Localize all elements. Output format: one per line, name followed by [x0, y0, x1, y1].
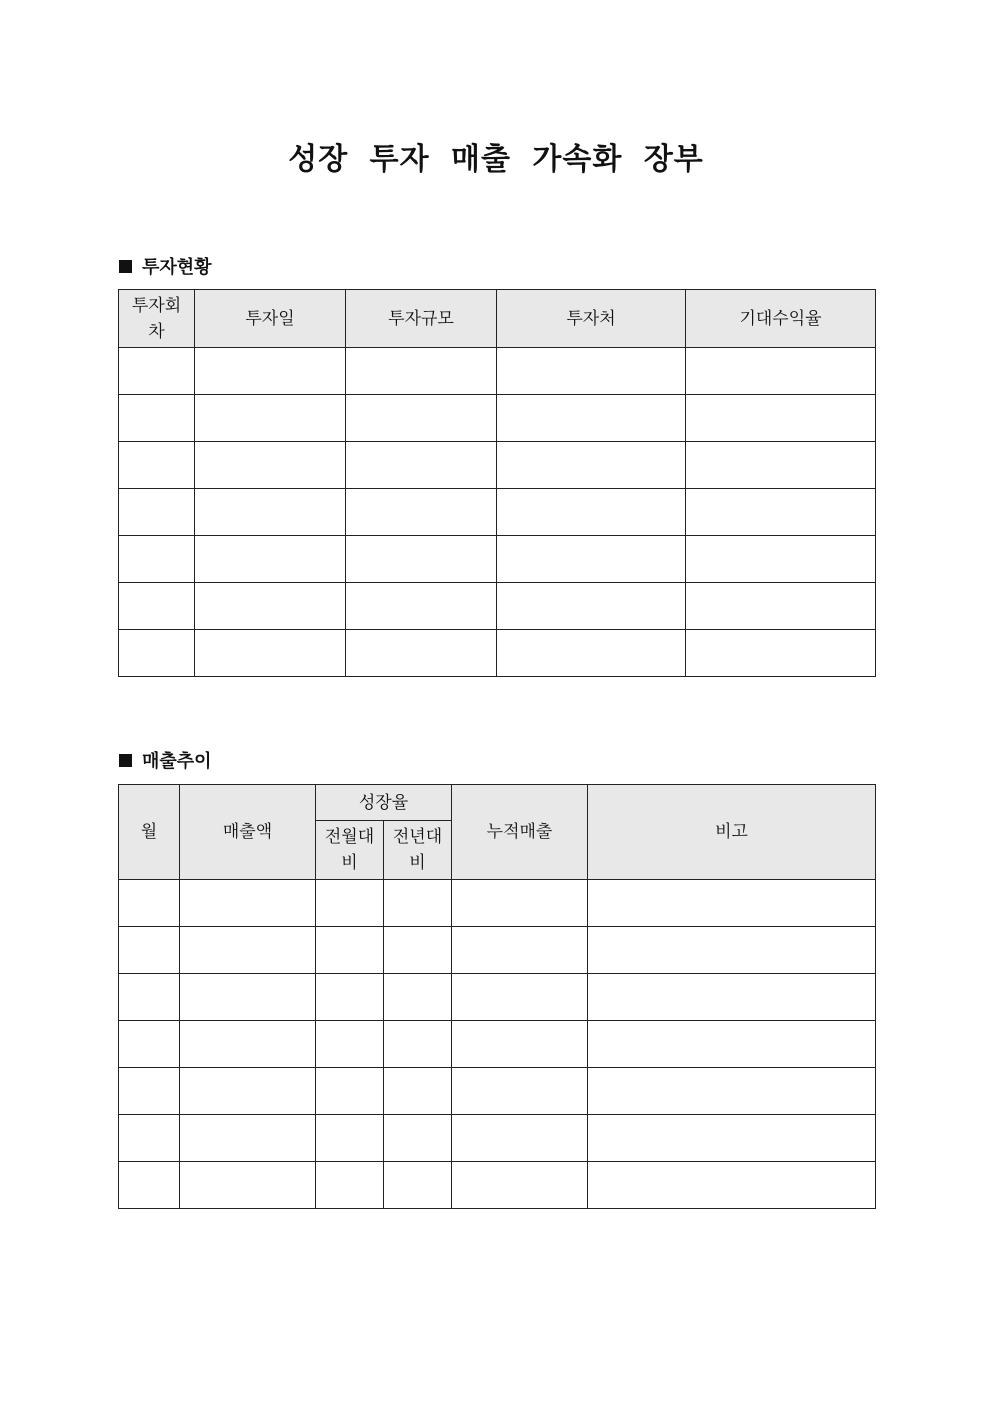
investment-heading-label: 투자현황	[142, 257, 212, 278]
investment-table-cell[interactable]	[195, 536, 346, 583]
investment-table-cell[interactable]	[119, 536, 195, 583]
investment-table-cell[interactable]	[686, 442, 876, 489]
sales-table-cell[interactable]	[588, 1068, 876, 1115]
sales-table-cell[interactable]	[452, 1021, 588, 1068]
sales-table-cell[interactable]	[588, 927, 876, 974]
investment-table-cell[interactable]	[346, 395, 497, 442]
sales-table-cell[interactable]	[452, 927, 588, 974]
investment-table-cell[interactable]	[119, 348, 195, 395]
sales-table-cell[interactable]	[180, 1162, 316, 1209]
investment-table-cell[interactable]	[119, 442, 195, 489]
sales-table-cell[interactable]	[588, 1115, 876, 1162]
investment-table-cell[interactable]	[195, 348, 346, 395]
header-cumulative-revenue: 누적매출	[452, 785, 588, 880]
sales-table-cell[interactable]	[316, 1021, 384, 1068]
investment-table-cell[interactable]	[346, 536, 497, 583]
sales-table-row	[119, 927, 876, 974]
investment-section-heading	[119, 253, 212, 279]
investment-table-cell[interactable]	[346, 489, 497, 536]
sales-table-cell[interactable]	[316, 927, 384, 974]
page-title: 성장 투자 매출 가속화 장부	[288, 142, 704, 177]
investment-table-cell[interactable]	[686, 489, 876, 536]
sales-table-row	[119, 1068, 876, 1115]
investment-table-cell[interactable]	[195, 442, 346, 489]
sales-table-cell[interactable]	[588, 1021, 876, 1068]
sales-table-cell[interactable]	[119, 1115, 180, 1162]
sales-table-cell[interactable]	[384, 1115, 452, 1162]
sales-table-cell[interactable]	[384, 880, 452, 927]
investment-table-cell[interactable]	[686, 630, 876, 677]
investment-table-cell[interactable]	[686, 536, 876, 583]
investment-table-cell[interactable]	[195, 489, 346, 536]
investment-table-cell[interactable]	[686, 348, 876, 395]
investment-table-cell[interactable]	[497, 583, 686, 630]
sales-table-cell[interactable]	[316, 1115, 384, 1162]
sales-table-cell[interactable]	[384, 1068, 452, 1115]
sales-table-cell[interactable]	[316, 1068, 384, 1115]
investment-table	[118, 289, 876, 677]
investment-table-cell[interactable]	[119, 583, 195, 630]
sales-table-cell[interactable]	[588, 880, 876, 927]
sales-table-cell[interactable]	[180, 880, 316, 927]
sales-table-cell[interactable]	[384, 974, 452, 1021]
header-investment-round: 투자회차	[119, 290, 195, 348]
sales-table-cell[interactable]	[452, 974, 588, 1021]
investment-table-cell[interactable]	[119, 630, 195, 677]
sales-table-cell[interactable]	[180, 1115, 316, 1162]
investment-table-cell[interactable]	[195, 583, 346, 630]
investment-table-cell[interactable]	[119, 395, 195, 442]
sales-table-cell[interactable]	[452, 1068, 588, 1115]
sales-table-cell[interactable]	[452, 1115, 588, 1162]
investment-table-cell[interactable]	[195, 630, 346, 677]
sales-table-cell[interactable]	[119, 1162, 180, 1209]
sales-table-cell[interactable]	[316, 880, 384, 927]
black-square-icon	[119, 260, 132, 273]
header-growth-rate: 성장율	[316, 785, 452, 821]
investment-table-row	[119, 442, 876, 489]
investment-table-cell[interactable]	[346, 583, 497, 630]
investment-table-cell[interactable]	[346, 442, 497, 489]
sales-table-row	[119, 1021, 876, 1068]
sales-table-row	[119, 1162, 876, 1209]
investment-table-row	[119, 489, 876, 536]
investment-table-row	[119, 348, 876, 395]
sales-table-cell[interactable]	[119, 927, 180, 974]
investment-table-cell[interactable]	[686, 395, 876, 442]
header-investment-size: 투자규모	[346, 290, 497, 348]
header-investment-date: 투자일	[195, 290, 346, 348]
sales-table-row	[119, 974, 876, 1021]
header-investee: 투자처	[497, 290, 686, 348]
investment-table-cell[interactable]	[497, 630, 686, 677]
sales-heading-label: 매출추이	[142, 751, 212, 772]
sales-table-cell[interactable]	[588, 1162, 876, 1209]
header-year-over-year: 전년대비	[384, 821, 452, 880]
sales-table-cell[interactable]	[180, 927, 316, 974]
sales-table-cell[interactable]	[452, 880, 588, 927]
sales-table-cell[interactable]	[119, 974, 180, 1021]
header-month-over-month: 전월대비	[316, 821, 384, 880]
sales-header-row-1	[119, 785, 876, 821]
investment-table-cell[interactable]	[686, 583, 876, 630]
investment-table-cell[interactable]	[119, 489, 195, 536]
sales-table-cell[interactable]	[384, 1021, 452, 1068]
header-expected-return: 기대수익율	[686, 290, 876, 348]
sales-table-cell[interactable]	[180, 1021, 316, 1068]
black-square-icon	[119, 754, 132, 767]
investment-table-cell[interactable]	[497, 395, 686, 442]
investment-table-cell[interactable]	[195, 395, 346, 442]
sales-table-cell[interactable]	[316, 974, 384, 1021]
investment-table-cell[interactable]	[497, 536, 686, 583]
header-revenue: 매출액	[180, 785, 316, 880]
investment-table-cell[interactable]	[497, 442, 686, 489]
sales-table-cell[interactable]	[119, 1068, 180, 1115]
sales-table-row	[119, 1115, 876, 1162]
investment-table-cell[interactable]	[497, 348, 686, 395]
investment-table-row	[119, 395, 876, 442]
investment-table-row	[119, 536, 876, 583]
sales-table-cell[interactable]	[119, 1021, 180, 1068]
investment-table-cell[interactable]	[346, 348, 497, 395]
sales-table-cell[interactable]	[452, 1162, 588, 1209]
sales-table-cell[interactable]	[588, 974, 876, 1021]
sales-table-cell[interactable]	[180, 1068, 316, 1115]
sales-table-cell[interactable]	[180, 974, 316, 1021]
sales-section-heading	[119, 747, 212, 773]
investment-table-cell[interactable]	[346, 630, 497, 677]
sales-table-cell[interactable]	[384, 1162, 452, 1209]
investment-table-cell[interactable]	[497, 489, 686, 536]
sales-table	[118, 784, 876, 1209]
header-note: 비고	[588, 785, 876, 880]
sales-table-cell[interactable]	[316, 1162, 384, 1209]
header-month: 월	[119, 785, 180, 880]
investment-table-row	[119, 630, 876, 677]
investment-header-row	[119, 290, 876, 348]
sales-table-cell[interactable]	[119, 880, 180, 927]
sales-table-cell[interactable]	[384, 927, 452, 974]
investment-table-row	[119, 583, 876, 630]
sales-table-row	[119, 880, 876, 927]
